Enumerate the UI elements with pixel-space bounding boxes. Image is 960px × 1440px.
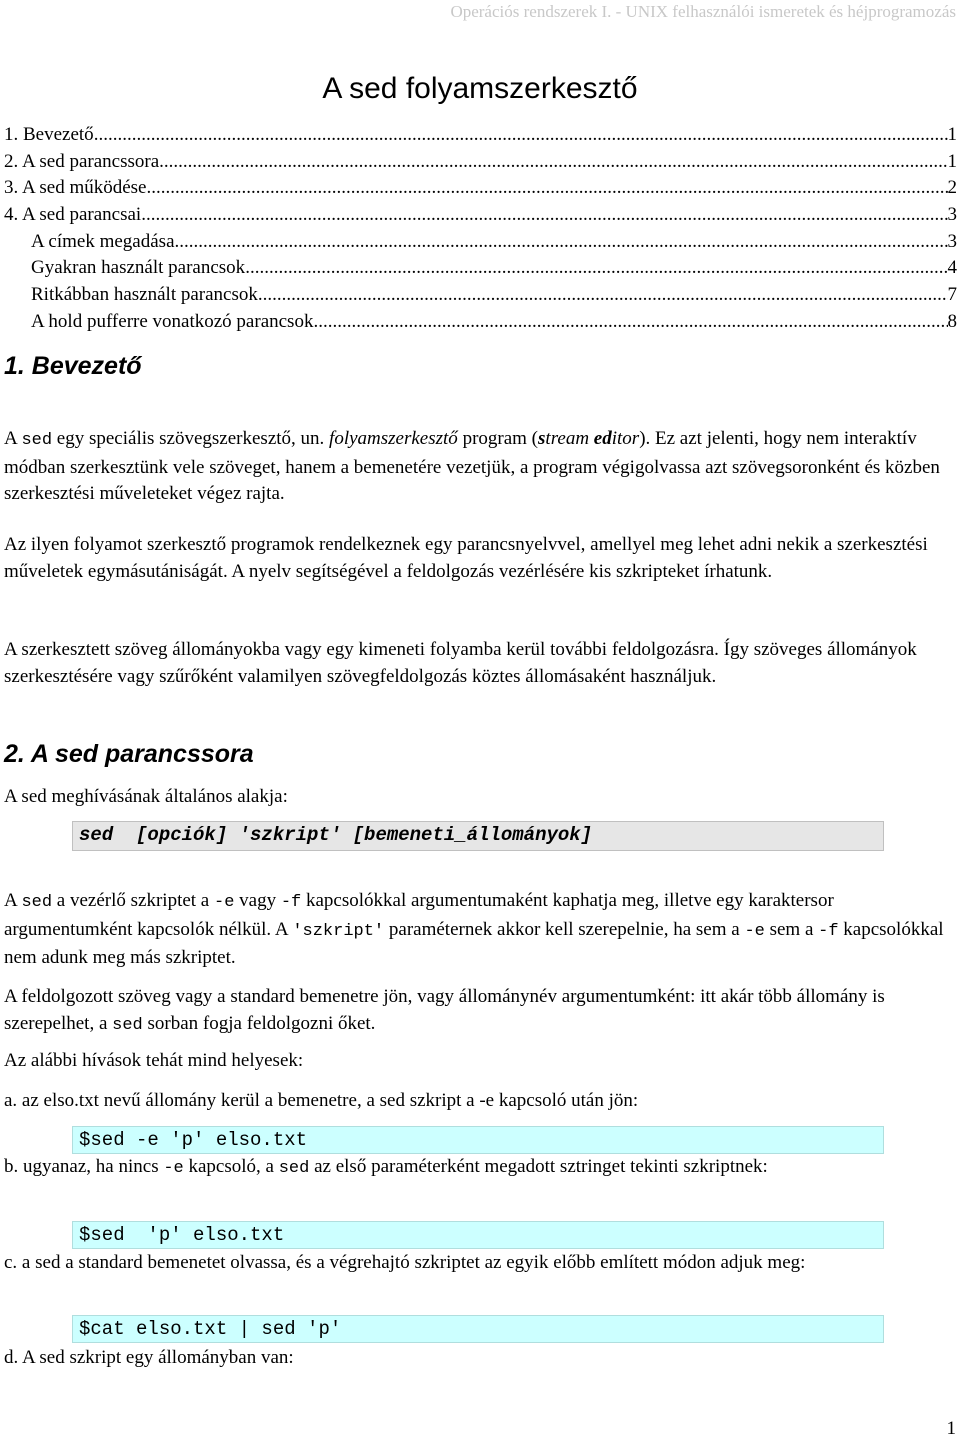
list-item-a: a. az elso.txt nevű állomány kerül a bemenetre, a sed szkript a -e kapcsoló után jön: <box>4 1090 639 1111</box>
example-code-a: $sed -e 'p' elso.txt <box>72 1126 884 1154</box>
toc-label: A hold pufferre vonatkozó parancsok <box>31 310 314 332</box>
toc-leader <box>245 255 947 281</box>
list-item-b: b. ugyanaz, ha nincs -e kapcsoló, a sed az első paraméterként megadott sztringet tekinti szkriptnek: <box>4 1156 768 1178</box>
toc-entry[interactable] <box>4 255 957 282</box>
list-item-c: c. a sed a standard bemenetet olvassa, és a végrehajtó szkriptet az egyik előbb említett módon adjuk meg: <box>4 1252 806 1273</box>
toc-label: Gyakran használt parancsok <box>31 257 246 279</box>
example-code-b: $sed 'p' elso.txt <box>72 1221 884 1249</box>
example-code-c: $cat elso.txt | sed 'p' <box>72 1315 884 1343</box>
list-item-d: d. A sed szkript egy állományban van: <box>4 1347 294 1368</box>
page-number: 1 <box>946 1418 956 1439</box>
toc-leader <box>147 175 948 201</box>
paragraph: Az ilyen folyamot szerkesztő programok rendelkeznek egy parancsnyelvvel, amellyel meg lehet adni nekik a szerkesztési műveletek egymásutániságát. A nyelv segítségével a feldolgozás vezérlésére kis szkripteket írhatunk. <box>4 534 928 582</box>
toc-leader <box>94 122 948 148</box>
toc-entry[interactable] <box>4 175 957 202</box>
toc-entry[interactable] <box>4 202 957 229</box>
toc-leader <box>141 202 947 228</box>
toc-entry[interactable] <box>4 229 957 256</box>
running-header: Operációs rendszerek I. - UNIX felhasználói ismeretek és héjprogramozás <box>450 2 956 21</box>
toc-entry[interactable] <box>4 122 957 149</box>
toc-label: 2. A sed parancssora <box>4 150 160 172</box>
toc-entry[interactable] <box>4 309 957 336</box>
toc-page-number: 7 <box>947 284 957 306</box>
paragraph: Az alábbi hívások tehát mind helyesek: <box>4 1050 304 1071</box>
toc-label: 3. A sed működése <box>4 177 147 199</box>
paragraph: A feldolgozott szöveg vagy a standard bemenetre jön, vagy állománynév argumentumként: itt akár több állomány is szerepelhet, a sed sorban fogja feldolgozni őket. <box>4 986 885 1035</box>
toc-entry[interactable] <box>4 282 957 309</box>
toc-leader <box>159 149 947 175</box>
toc-label: 4. A sed parancsai <box>4 204 142 226</box>
toc-page-number: 8 <box>947 310 957 332</box>
toc-page-number: 1 <box>947 150 957 172</box>
paragraph: A sed egy speciális szövegszerkesztő, un. folyamszerkesztő program (stream editor). Ez azt jelenti, hogy nem interaktív módban szerkesztünk vele szöveget, hanem a bemenetére vezetjük, a program végigolvassa azt szövegsoronként és közben szerkesztési műveleteket végez rajta. <box>4 428 940 504</box>
toc-page-number: 4 <box>947 257 957 279</box>
toc-page-number: 3 <box>947 230 957 252</box>
toc-entry[interactable] <box>4 149 957 176</box>
paragraph: A sed a vezérlő szkriptet a -e vagy -f kapcsolókkal argumentumaként kaphatja meg, illetve egy karaktersor argumentumként kapcsolók nélkül. A 'szkript' paraméternek akkor kell szerepelnie, ha sem a -e sem a -f kapcsolókkal nem adunk meg más szkriptet. <box>4 890 944 968</box>
syntax-code-block: sed [opciók] 'szkript' [bemeneti_állományok] <box>72 821 884 851</box>
table-of-contents <box>4 122 957 336</box>
toc-label: 1. Bevezető <box>4 124 94 145</box>
toc-label: A címek megadása <box>31 230 175 252</box>
section-heading-command-line: 2. A sed parancssora <box>4 740 254 768</box>
toc-label: Ritkábban használt parancsok <box>31 284 258 306</box>
document-title: A sed folyamszerkesztő <box>322 72 638 105</box>
toc-leader <box>258 282 948 308</box>
section-heading-introduction: 1. Bevezető <box>4 352 142 380</box>
toc-leader <box>175 229 948 255</box>
toc-leader <box>313 309 947 335</box>
paragraph: A szerkesztett szöveg állományokba vagy egy kimeneti folyamba kerül további feldolgozásra. Így szöveges állományok szerkesztésére vagy szűrőként valamilyen szövegfeldolgozás köztes állomásaként használjuk. <box>4 639 917 687</box>
toc-page-number: 3 <box>947 204 957 226</box>
toc-page-number: 1 <box>947 124 957 145</box>
toc-page-number: 2 <box>947 177 957 199</box>
paragraph: A sed meghívásának általános alakja: <box>4 786 288 807</box>
